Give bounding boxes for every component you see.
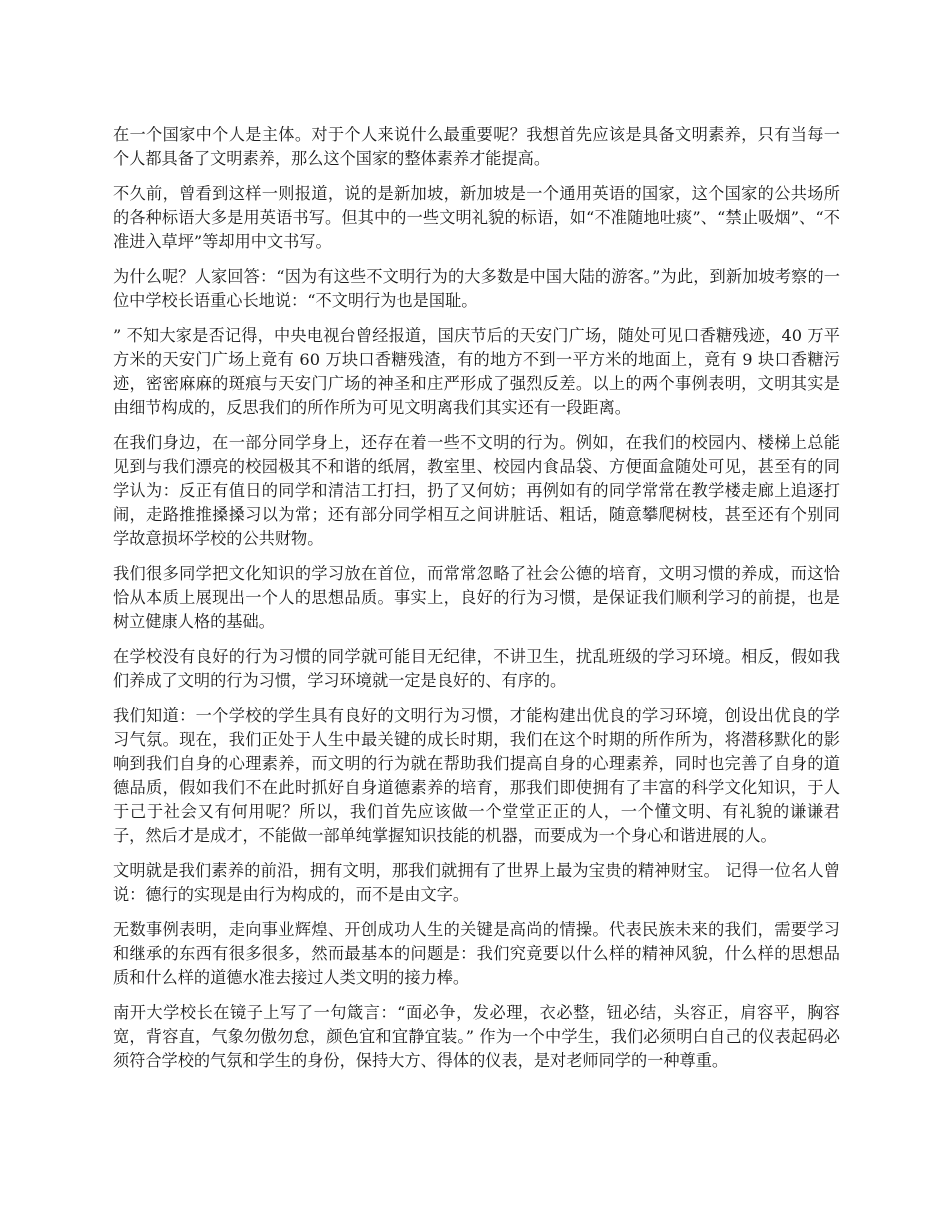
paragraph-4: ” 不知大家是否记得，中央电视台曾经报道，国庆节后的天安门广场，随处可见口香糖残迹，40 万平方米的天安门广场上竟有 60 万块口香糖残渣，有的地方不到一平方米的地面上，竟有 9 块口香糖污迹，密密麻麻的斑痕与天安门广场的神圣和庄严形成了强烈反差。以上的两个事例表明，文明其实是由细节构成的，反思我们的所作所为可见文明离我们其实还有一段距离。 [113,326,840,417]
paragraph-3: 为什么呢？人家回答：“因为有这些不文明行为的大多数是中国大陆的游客。”为此，到新加坡考察的一位中学校长语重心长地说：“不文明行为也是国耻。 [113,267,840,310]
paragraph-10: 无数事例表明，走向事业辉煌、开创成功人生的关键是高尚的情操。代表民族未来的我们，需要学习和继承的东西有很多很多，然而最基本的问题是：我们究竟要以什么样的精神风貌，什么样的思想品质和什么样的道德水准去接过人类文明的接力棒。 [113,920,840,987]
document-body [113,123,840,1084]
paragraph-7: 在学校没有良好的行为习惯的同学就可能目无纪律，不讲卫生，扰乱班级的学习环境。相反，假如我们养成了文明的行为习惯，学习环境就一定是良好的、有序的。 [113,647,840,690]
paragraph-5: 在我们身边，在一部分同学身上，还存在着一些不文明的行为。例如，在我们的校园内、楼梯上总能见到与我们漂亮的校园极其不和谐的纸屑，教室里、校园内食品袋、方便面盒随处可见，甚至有的同学认为：反正有值日的同学和清洁工打扫，扔了又何妨；再例如有的同学常常在教学楼走廊上追逐打闹，走路推推搡搡习以为常；还有部分同学相互之间讲脏话、粗话，随意攀爬树枝，甚至还有个别同学故意损坏学校的公共财物。 [113,433,840,548]
paragraph-8: 我们知道：一个学校的学生具有良好的文明行为习惯，才能构建出优良的学习环境，创设出优良的学习气氛。现在，我们正处于人生中最关键的成长时期，我们在这个时期的所作所为，将潜移默化的影响到我们自身的心理素养，而文明的行为就在帮助我们提高自身的心理素养，同时也完善了自身的道德品质，假如我们不在此时抓好自身道德素养的培育，那我们即使拥有了丰富的科学文化知识，于人于己于社会又有何用呢？所以，我们首先应该做一个堂堂正正的人，一个懂文明、有礼貌的谦谦君子，然后才是成才，不能做一部单纯掌握知识技能的机器，而要成为一个身心和谐进展的人。 [113,706,840,845]
paragraph-9: 文明就是我们素养的前沿，拥有文明，那我们就拥有了世界上最为宝贵的精神财宝。 记得一位名人曾说：德行的实现是由行为构成的，而不是由文字。 [113,861,840,904]
paragraph-11: 南开大学校长在镜子上写了一句箴言：“面必争，发必理，衣必整，钮必结，头容正，肩容平，胸容宽，背容直，气象勿傲勿怠，颜色宜和宜静宜装。” 作为一个中学生，我们必须明白自己的仪表起码必须符合学校的气氛和学生的身份，保持大方、得体的仪表，是对老师同学的一种尊重。 [113,1003,840,1070]
paragraph-1: 在一个国家中个人是主体。对于个人来说什么最重要呢？我想首先应该是具备文明素养，只有当每一个人都具备了文明素养，那么这个国家的整体素养才能提高。 [113,125,840,168]
paragraph-6: 我们很多同学把文化知识的学习放在首位，而常常忽略了社会公德的培育，文明习惯的养成，而这恰恰从本质上展现出一个人的思想品质。事实上，良好的行为习惯，是保证我们顺利学习的前提，也是树立健康人格的基础。 [113,564,840,631]
paragraph-2: 不久前，曾看到这样一则报道，说的是新加坡，新加坡是一个通用英语的国家，这个国家的公共场所的各种标语大多是用英语书写。但其中的一些文明礼貌的标语，如“不准随地吐痰”、“禁止吸烟”、“不准进入草坪”等却用中文书写。 [113,184,840,251]
